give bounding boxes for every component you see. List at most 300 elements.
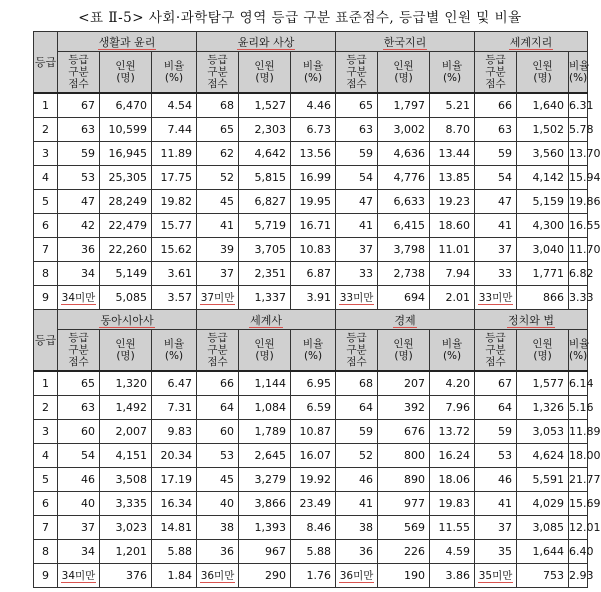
count-cell: 1,527 (239, 93, 291, 118)
ratio-cell: 19.82 (152, 190, 197, 214)
count-cell: 6,415 (378, 214, 430, 238)
count-cell: 5,815 (239, 166, 291, 190)
grade-table (33, 31, 601, 588)
ratio-cell: 11.55 (430, 516, 475, 540)
count-cell: 3,040 (517, 238, 569, 262)
cut-score-cell: 34 (58, 540, 100, 564)
cut-score-cell: 64 (197, 396, 239, 420)
count-cell: 3,023 (100, 516, 152, 540)
ratio-cell: 19.92 (291, 468, 336, 492)
column-header: 비율 (%) (569, 52, 588, 94)
grade-cell: 8 (34, 262, 58, 286)
count-cell: 392 (378, 396, 430, 420)
count-cell: 22,479 (100, 214, 152, 238)
ratio-cell: 15.62 (152, 238, 197, 262)
ratio-cell: 9.83 (152, 420, 197, 444)
count-cell: 3,798 (378, 238, 430, 262)
cut-score-cell: 66 (475, 93, 517, 118)
count-cell: 1,492 (100, 396, 152, 420)
count-cell: 2,738 (378, 262, 430, 286)
count-cell: 2,645 (239, 444, 291, 468)
table-row (34, 214, 588, 238)
table-row (34, 166, 588, 190)
grade-cell: 1 (34, 93, 58, 118)
grade-cell: 6 (34, 492, 58, 516)
count-cell: 5,591 (517, 468, 569, 492)
count-cell: 1,577 (517, 371, 569, 396)
table-row (34, 190, 588, 214)
ratio-cell: 19.95 (291, 190, 336, 214)
cut-score-cell: 35 (475, 540, 517, 564)
column-header: 등급 구분 점수 (336, 52, 378, 94)
ratio-cell: 3.57 (152, 286, 197, 310)
column-header: 인원 (명) (517, 52, 569, 94)
column-header: 등급 구분 점수 (475, 52, 517, 94)
count-cell: 1,640 (517, 93, 569, 118)
cut-score-cell: 64 (336, 396, 378, 420)
column-header: 등급 구분 점수 (58, 52, 100, 94)
cut-score-cell: 38 (336, 516, 378, 540)
ratio-cell: 13.85 (430, 166, 475, 190)
ratio-cell: 16.34 (152, 492, 197, 516)
ratio-cell: 3.86 (430, 564, 475, 588)
ratio-cell: 6.73 (291, 118, 336, 142)
subject-header (475, 310, 588, 330)
cut-score-cell: 67 (58, 93, 100, 118)
cut-score-cell: 60 (197, 420, 239, 444)
table-row (34, 420, 588, 444)
ratio-cell: 6.47 (152, 371, 197, 396)
cut-score-cell: 68 (336, 371, 378, 396)
grade-table-container (33, 31, 601, 588)
cut-score-cell: 37 (475, 516, 517, 540)
ratio-cell: 13.72 (430, 420, 475, 444)
count-cell: 25,305 (100, 166, 152, 190)
cut-score-cell: 41 (336, 492, 378, 516)
cut-score-cell: 62 (197, 142, 239, 166)
cut-score-cell: 39 (197, 238, 239, 262)
count-cell: 4,636 (378, 142, 430, 166)
cut-score-text: 33미만 (339, 292, 374, 304)
cut-score-cell: 41 (336, 214, 378, 238)
ratio-cell: 6.82 (569, 262, 588, 286)
ratio-cell: 8.46 (291, 516, 336, 540)
cut-score-cell: 54 (475, 166, 517, 190)
table-title: <표 Ⅱ-5> 사회·과학탐구 영역 등급 구분 표준점수, 등급별 인원 및 비율 (78, 10, 522, 26)
subject-header (197, 32, 336, 52)
subject-header (336, 32, 475, 52)
count-cell: 1,789 (239, 420, 291, 444)
cut-score-cell: 38 (197, 516, 239, 540)
table-row (34, 286, 588, 310)
ratio-cell: 4.46 (291, 93, 336, 118)
cut-score-cell: 45 (197, 190, 239, 214)
count-cell: 569 (378, 516, 430, 540)
grade-cell: 9 (34, 286, 58, 310)
ratio-cell: 2.93 (569, 564, 588, 588)
cut-score-cell: 63 (58, 396, 100, 420)
cut-score-cell: 65 (197, 118, 239, 142)
count-cell: 753 (517, 564, 569, 588)
cut-score-text: 34미만 (61, 570, 96, 582)
cut-score-text: 36미만 (339, 570, 374, 582)
count-cell: 6,827 (239, 190, 291, 214)
ratio-cell: 1.84 (152, 564, 197, 588)
subject-header (336, 310, 475, 330)
column-header: 비율 (%) (152, 52, 197, 94)
ratio-cell: 13.56 (291, 142, 336, 166)
cut-score-cell: 46 (336, 468, 378, 492)
count-cell: 1,771 (517, 262, 569, 286)
count-cell: 3,560 (517, 142, 569, 166)
grade-cell: 2 (34, 118, 58, 142)
count-cell: 10,599 (100, 118, 152, 142)
ratio-cell: 6.31 (569, 93, 588, 118)
table-row (34, 93, 588, 118)
grade-cell: 7 (34, 238, 58, 262)
count-cell: 977 (378, 492, 430, 516)
ratio-cell: 17.19 (152, 468, 197, 492)
ratio-cell: 15.77 (152, 214, 197, 238)
count-cell: 3,053 (517, 420, 569, 444)
grade-header: 등급 (34, 310, 58, 372)
subject-name: 경제 (394, 313, 416, 327)
grade-cell: 1 (34, 371, 58, 396)
count-cell: 2,303 (239, 118, 291, 142)
ratio-cell: 13.70 (569, 142, 588, 166)
cut-score-cell: 47 (475, 190, 517, 214)
column-header: 비율 (%) (430, 52, 475, 94)
grade-header: 등급 (34, 32, 58, 94)
ratio-cell: 5.88 (152, 540, 197, 564)
cut-score-cell: 36 (336, 540, 378, 564)
cut-score-cell (197, 286, 239, 310)
count-cell: 5,149 (100, 262, 152, 286)
grade-cell: 5 (34, 468, 58, 492)
cut-score-cell (475, 286, 517, 310)
cut-score-cell: 53 (197, 444, 239, 468)
cut-score-cell (197, 564, 239, 588)
count-cell: 800 (378, 444, 430, 468)
count-cell: 1,393 (239, 516, 291, 540)
cut-score-cell: 59 (58, 142, 100, 166)
table-row (34, 396, 588, 420)
cut-score-cell: 36 (58, 238, 100, 262)
ratio-cell: 16.99 (291, 166, 336, 190)
column-header: 비율 (%) (430, 330, 475, 372)
column-header: 비율 (%) (152, 330, 197, 372)
ratio-cell: 19.23 (430, 190, 475, 214)
ratio-cell: 7.44 (152, 118, 197, 142)
ratio-cell: 21.77 (569, 468, 588, 492)
cut-score-cell: 63 (58, 118, 100, 142)
subject-name: 동아시아사 (100, 313, 154, 327)
subject-name: 세계사 (250, 313, 282, 327)
cut-score-cell (336, 286, 378, 310)
subject-header (58, 310, 197, 330)
cut-score-cell: 52 (197, 166, 239, 190)
cut-score-cell: 63 (336, 118, 378, 142)
cut-score-cell: 53 (475, 444, 517, 468)
count-cell: 28,249 (100, 190, 152, 214)
cut-score-cell: 59 (475, 420, 517, 444)
cut-score-cell: 42 (58, 214, 100, 238)
grade-cell: 9 (34, 564, 58, 588)
cut-score-cell (58, 564, 100, 588)
column-header: 등급 구분 점수 (336, 330, 378, 372)
subject-name: 세계지리 (509, 35, 553, 49)
count-cell: 4,642 (239, 142, 291, 166)
column-header: 인원 (명) (239, 52, 291, 94)
cut-score-cell: 59 (336, 142, 378, 166)
count-cell: 1,326 (517, 396, 569, 420)
count-cell: 6,633 (378, 190, 430, 214)
grade-cell: 7 (34, 516, 58, 540)
ratio-cell: 6.40 (569, 540, 588, 564)
subject-header (58, 32, 197, 52)
ratio-cell: 4.54 (152, 93, 197, 118)
count-cell: 1,144 (239, 371, 291, 396)
cut-score-cell: 37 (336, 238, 378, 262)
count-cell: 4,624 (517, 444, 569, 468)
ratio-cell: 5.16 (569, 396, 588, 420)
column-header: 인원 (명) (378, 330, 430, 372)
cut-score-text: 36미만 (200, 570, 235, 582)
ratio-cell: 7.96 (430, 396, 475, 420)
cut-score-cell: 65 (58, 371, 100, 396)
cut-score-cell: 52 (336, 444, 378, 468)
subject-name: 정치와 법 (508, 313, 555, 327)
cut-score-cell: 46 (475, 468, 517, 492)
cut-score-cell: 37 (197, 262, 239, 286)
cut-score-cell: 47 (336, 190, 378, 214)
ratio-cell: 16.07 (291, 444, 336, 468)
cut-score-cell: 37 (475, 238, 517, 262)
ratio-cell: 12.01 (569, 516, 588, 540)
grade-cell: 3 (34, 420, 58, 444)
count-cell: 1,320 (100, 371, 152, 396)
column-header-row (34, 52, 588, 94)
count-cell: 1,337 (239, 286, 291, 310)
cut-score-cell (475, 564, 517, 588)
count-cell: 22,260 (100, 238, 152, 262)
subject-name: 생활과 윤리 (98, 35, 156, 49)
cut-score-cell: 36 (197, 540, 239, 564)
cut-score-cell: 60 (58, 420, 100, 444)
cut-score-cell: 59 (475, 142, 517, 166)
ratio-cell: 20.34 (152, 444, 197, 468)
grade-cell: 8 (34, 540, 58, 564)
table-row (34, 540, 588, 564)
table-row (34, 371, 588, 396)
count-cell: 1,084 (239, 396, 291, 420)
subject-name: 한국지리 (383, 35, 427, 49)
count-cell: 3,705 (239, 238, 291, 262)
cut-score-cell: 41 (475, 492, 517, 516)
ratio-cell: 3.61 (152, 262, 197, 286)
count-cell: 6,470 (100, 93, 152, 118)
table-row (34, 468, 588, 492)
ratio-cell: 17.75 (152, 166, 197, 190)
cut-score-text: 33미만 (478, 292, 513, 304)
count-cell: 3,508 (100, 468, 152, 492)
table-row (34, 444, 588, 468)
cut-score-cell: 68 (197, 93, 239, 118)
subject-header (475, 32, 588, 52)
table-row (34, 238, 588, 262)
ratio-cell: 6.14 (569, 371, 588, 396)
cut-score-cell: 65 (336, 93, 378, 118)
grade-cell: 5 (34, 190, 58, 214)
count-cell: 190 (378, 564, 430, 588)
cut-score-cell: 40 (197, 492, 239, 516)
count-cell: 4,029 (517, 492, 569, 516)
cut-score-cell: 45 (197, 468, 239, 492)
cut-score-cell: 37 (58, 516, 100, 540)
subject-header-row (34, 310, 588, 330)
count-cell: 226 (378, 540, 430, 564)
ratio-cell: 10.87 (291, 420, 336, 444)
ratio-cell: 16.55 (569, 214, 588, 238)
count-cell: 967 (239, 540, 291, 564)
grade-cell: 6 (34, 214, 58, 238)
cut-score-cell: 46 (58, 468, 100, 492)
ratio-cell: 15.94 (569, 166, 588, 190)
count-cell: 376 (100, 564, 152, 588)
count-cell: 207 (378, 371, 430, 396)
cut-score-cell: 40 (58, 492, 100, 516)
grade-cell: 4 (34, 444, 58, 468)
ratio-cell: 11.70 (569, 238, 588, 262)
column-header: 등급 구분 점수 (475, 330, 517, 372)
ratio-cell: 19.83 (430, 492, 475, 516)
subject-name: 윤리와 사상 (237, 35, 295, 49)
count-cell: 290 (239, 564, 291, 588)
cut-score-cell: 34 (58, 262, 100, 286)
ratio-cell: 11.89 (569, 420, 588, 444)
ratio-cell: 8.70 (430, 118, 475, 142)
grade-cell: 3 (34, 142, 58, 166)
cut-score-cell: 64 (475, 396, 517, 420)
cut-score-cell: 47 (58, 190, 100, 214)
cut-score-text: 37미만 (200, 292, 235, 304)
column-header: 인원 (명) (378, 52, 430, 94)
cut-score-cell: 59 (336, 420, 378, 444)
column-header-row (34, 330, 588, 372)
column-header: 등급 구분 점수 (197, 52, 239, 94)
cut-score-cell: 67 (475, 371, 517, 396)
ratio-cell: 23.49 (291, 492, 336, 516)
table-row (34, 142, 588, 166)
column-header: 인원 (명) (100, 52, 152, 94)
column-header: 인원 (명) (100, 330, 152, 372)
table-row (34, 262, 588, 286)
count-cell: 2,007 (100, 420, 152, 444)
count-cell: 3,279 (239, 468, 291, 492)
count-cell: 3,085 (517, 516, 569, 540)
cut-score-cell (336, 564, 378, 588)
cut-score-cell: 66 (197, 371, 239, 396)
subject-header (197, 310, 336, 330)
subject-header-row (34, 32, 588, 52)
ratio-cell: 18.00 (569, 444, 588, 468)
ratio-cell: 18.60 (430, 214, 475, 238)
ratio-cell: 11.01 (430, 238, 475, 262)
count-cell: 4,142 (517, 166, 569, 190)
ratio-cell: 4.59 (430, 540, 475, 564)
ratio-cell: 18.06 (430, 468, 475, 492)
count-cell: 694 (378, 286, 430, 310)
ratio-cell: 5.78 (569, 118, 588, 142)
count-cell: 4,776 (378, 166, 430, 190)
ratio-cell: 5.21 (430, 93, 475, 118)
ratio-cell: 4.20 (430, 371, 475, 396)
column-header: 인원 (명) (517, 330, 569, 372)
count-cell: 1,644 (517, 540, 569, 564)
table-row (34, 118, 588, 142)
ratio-cell: 16.24 (430, 444, 475, 468)
count-cell: 4,300 (517, 214, 569, 238)
count-cell: 5,159 (517, 190, 569, 214)
ratio-cell: 13.44 (430, 142, 475, 166)
cut-score-cell: 54 (58, 444, 100, 468)
table-row (34, 564, 588, 588)
count-cell: 3,866 (239, 492, 291, 516)
column-header: 인원 (명) (239, 330, 291, 372)
ratio-cell: 19.86 (569, 190, 588, 214)
count-cell: 5,719 (239, 214, 291, 238)
grade-table-body (34, 32, 601, 588)
count-cell: 1,201 (100, 540, 152, 564)
cut-score-text: 35미만 (478, 570, 513, 582)
count-cell: 5,085 (100, 286, 152, 310)
count-cell: 4,151 (100, 444, 152, 468)
count-cell: 1,797 (378, 93, 430, 118)
ratio-cell: 5.88 (291, 540, 336, 564)
column-header: 등급 구분 점수 (58, 330, 100, 372)
grade-cell: 2 (34, 396, 58, 420)
ratio-cell: 3.33 (569, 286, 588, 310)
cut-score-cell: 41 (475, 214, 517, 238)
table-row (34, 516, 588, 540)
ratio-cell: 16.71 (291, 214, 336, 238)
cut-score-cell: 63 (475, 118, 517, 142)
ratio-cell: 11.89 (152, 142, 197, 166)
ratio-cell: 15.69 (569, 492, 588, 516)
cut-score-cell (58, 286, 100, 310)
count-cell: 3,335 (100, 492, 152, 516)
cut-score-cell: 41 (197, 214, 239, 238)
column-header: 비율 (%) (291, 52, 336, 94)
cut-score-cell: 33 (475, 262, 517, 286)
column-header: 비율 (%) (569, 330, 588, 372)
column-header: 등급 구분 점수 (197, 330, 239, 372)
ratio-cell: 6.95 (291, 371, 336, 396)
count-cell: 1,502 (517, 118, 569, 142)
count-cell: 16,945 (100, 142, 152, 166)
count-cell: 2,351 (239, 262, 291, 286)
grade-cell: 4 (34, 166, 58, 190)
ratio-cell: 7.94 (430, 262, 475, 286)
count-cell: 3,002 (378, 118, 430, 142)
count-cell: 676 (378, 420, 430, 444)
ratio-cell: 6.59 (291, 396, 336, 420)
ratio-cell: 14.81 (152, 516, 197, 540)
table-row (34, 492, 588, 516)
ratio-cell: 10.83 (291, 238, 336, 262)
cut-score-cell: 54 (336, 166, 378, 190)
count-cell: 890 (378, 468, 430, 492)
